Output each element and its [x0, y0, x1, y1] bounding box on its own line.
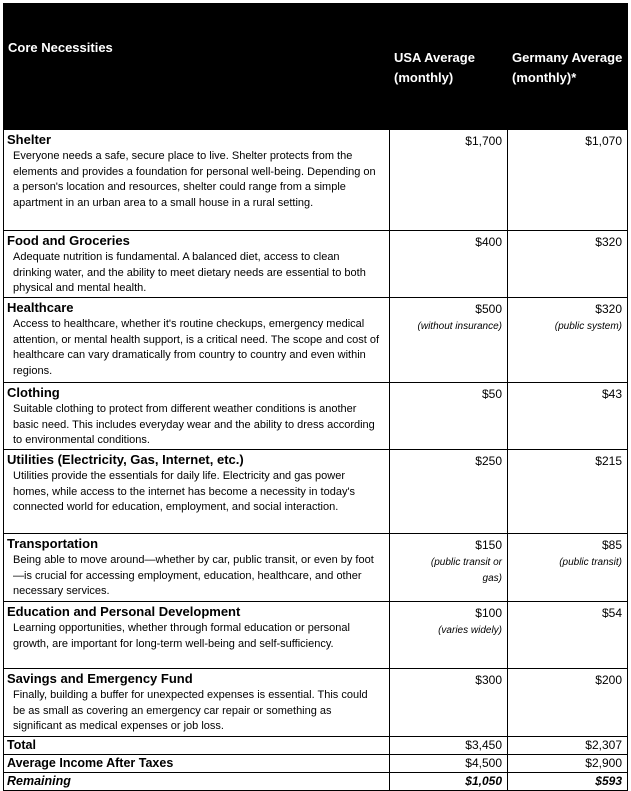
category-cell [4, 450, 390, 534]
usa-amount: $300 [475, 673, 502, 687]
category-cell [4, 231, 390, 298]
usa-cell [390, 450, 508, 534]
row-education [4, 602, 628, 669]
germany-amount: $320 [595, 302, 622, 316]
germany-cell [508, 669, 628, 737]
row-utilities [4, 450, 628, 534]
germany-cell [508, 450, 628, 534]
germany-amount: $215 [595, 454, 622, 468]
category-title: Shelter [7, 132, 52, 147]
row-transportation [4, 534, 628, 602]
usa-cell [390, 534, 508, 602]
germany-cell [508, 130, 628, 231]
germany-amount: $320 [595, 235, 622, 249]
usa-amount: $400 [475, 235, 502, 249]
category-description: Utilities provide the essentials for daily life. Electricity and gas power homes, while access to the internet has become a necessity in today's connected world for education, employment, and social interaction. [13, 470, 356, 514]
usa-amount: $500 [475, 302, 502, 316]
total-usa: $3,450 [390, 737, 508, 755]
germany-cell [508, 231, 628, 298]
germany-amount: $1,070 [585, 134, 622, 148]
total-germany: $2,307 [508, 737, 628, 755]
category-cell [4, 669, 390, 737]
category-title: Transportation [7, 536, 99, 551]
usa-amount: $150 [475, 538, 502, 552]
row-income [4, 755, 628, 773]
total-label: Total [4, 737, 390, 755]
category-description: Learning opportunities, whether through formal education or personal growth, are important for long-term well-being and self-sufficiency. [13, 622, 350, 650]
usa-note: (without insurance) [417, 321, 502, 332]
usa-amount: $250 [475, 454, 502, 468]
category-description: Suitable clothing to protect from different weather conditions is another basic need. This includes everyday wear and the ability to dress according to environmental conditions. [13, 403, 375, 447]
income-usa: $4,500 [390, 755, 508, 773]
income-label: Average Income After Taxes [4, 755, 390, 773]
category-cell [4, 298, 390, 383]
header-row [4, 4, 628, 130]
usa-cell [390, 383, 508, 450]
category-cell [4, 130, 390, 231]
remaining-usa: $1,050 [390, 773, 508, 791]
germany-cell [508, 383, 628, 450]
category-description: Adequate nutrition is fundamental. A balanced diet, access to clean drinking water, and the ability to meet dietary needs are essential to both physical and mental health. [13, 251, 366, 295]
header-core-necessities: Core Necessities [4, 4, 390, 130]
category-title: Education and Personal Development [7, 604, 241, 619]
germany-amount: $54 [601, 606, 622, 620]
germany-note: (public system) [554, 321, 622, 332]
category-cell [4, 534, 390, 602]
germany-amount: $85 [601, 538, 622, 552]
cost-of-living-table [3, 3, 628, 791]
usa-amount: $50 [481, 387, 502, 401]
category-title: Clothing [7, 385, 60, 400]
category-cell [4, 383, 390, 450]
row-clothing [4, 383, 628, 450]
header-usa-average: USA Average (monthly) [390, 4, 508, 130]
usa-cell [390, 602, 508, 669]
germany-cell [508, 534, 628, 602]
remaining-label: Remaining [4, 773, 390, 791]
category-cell [4, 602, 390, 669]
category-title: Food and Groceries [7, 233, 130, 248]
usa-cell [390, 298, 508, 383]
category-title: Savings and Emergency Fund [7, 671, 193, 686]
row-healthcare [4, 298, 628, 383]
usa-note: (varies widely) [438, 625, 502, 636]
income-germany: $2,900 [508, 755, 628, 773]
usa-cell [390, 231, 508, 298]
category-description: Access to healthcare, whether it's routine checkups, emergency medical attention, or mental health support, is a critical need. The scope and cost of healthcare can vary dramatically from country to country and even within regions. [13, 318, 380, 377]
category-title: Healthcare [7, 300, 74, 315]
usa-cell [390, 669, 508, 737]
remaining-germany: $593 [508, 773, 628, 791]
header-germany-average: Germany Average (monthly)* [508, 4, 628, 130]
row-total [4, 737, 628, 755]
germany-amount: $200 [595, 673, 622, 687]
category-title: Utilities (Electricity, Gas, Internet, etc.) [7, 452, 244, 467]
row-food-and-groceries [4, 231, 628, 298]
category-description: Everyone needs a safe, secure place to live. Shelter protects from the elements and provides a foundation for personal well-being. Depending on a person's location and resources, shelter could range from a simple apartment in an urban area to a small house in a rural setting. [13, 150, 376, 209]
usa-amount: $100 [475, 606, 502, 620]
germany-amount: $43 [601, 387, 622, 401]
category-description: Being able to move around—whether by car, public transit, or even by foot—is crucial for accessing employment, education, healthcare, and other necessary services. [13, 554, 374, 598]
usa-amount: $1,700 [465, 134, 502, 148]
germany-note: (public transit) [559, 557, 622, 568]
usa-cell [390, 130, 508, 231]
row-remaining [4, 773, 628, 791]
row-shelter [4, 130, 628, 231]
usa-note: (public transit or gas) [430, 557, 502, 584]
germany-cell [508, 298, 628, 383]
row-savings [4, 669, 628, 737]
germany-cell [508, 602, 628, 669]
category-description: Finally, building a buffer for unexpected expenses is essential. This could be as small as covering an emergency car repair or something as significant as medical expenses or job loss. [13, 689, 368, 733]
